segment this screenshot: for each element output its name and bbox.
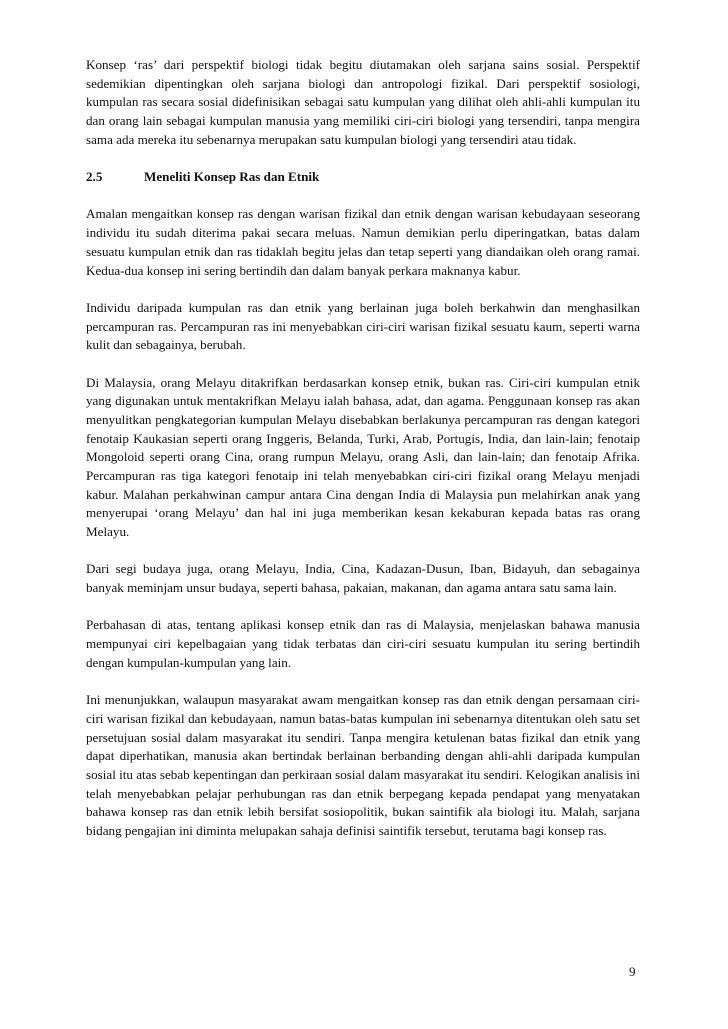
paragraph: Perbahasan di atas, tentang aplikasi konsep etnik dan ras di Malaysia, menjelaskan bahawa manusia mempunyai ciri kepelbagaian yang tidak terbatas dan ciri-ciri sesuatu kumpulan itu sering bertindih dengan kumpulan-kumpulan yang lain. xyxy=(86,617,640,670)
page-number: 9 xyxy=(629,964,636,979)
paragraph-intro: Konsep ‘ras’ dari perspektif biologi tidak begitu diutamakan oleh sarjana sains sosial. Perspektif sedemikian dipentingkan oleh sarjana biologi dan antropologi fizikal. Dari perspektif sosiologi, kumpulan ras secara sosial didefinisikan sebagai satu kumpulan yang dilihat oleh ahli-ahli kumpulan itu dan orang lain sebagai kumpulan manusia yang memiliki ciri-ciri biologi yang tersendiri, tanpa mengira sama ada mereka itu sebenarnya merupakan satu kumpulan biologi yang tersendiri atau tidak. xyxy=(86,57,640,147)
paragraph: Amalan mengaitkan konsep ras dengan warisan fizikal dan etnik dengan warisan kebudayaan seseorang individu itu sudah diterima pakai secara meluas. Namun demikian perlu diperingatkan, batas dalam sesuatu kumpulan etnik dan ras tidaklah begitu jelas dan tetap seperti yang diandaikan oleh orang ramai. Kedua-dua konsep ini sering bertindih dan dalam banyak perkara maknanya kabur. xyxy=(86,206,640,278)
section-number: 2.5 xyxy=(86,169,103,185)
paragraph: Individu daripada kumpulan ras dan etnik yang berlainan juga boleh berkahwin dan menghasilkan percampuran ras. Percampuran ras ini menyebabkan ciri-ciri warisan fizikal sesuatu kaum, seperti warna kulit dan sebagainya, berubah. xyxy=(86,299,640,353)
paragraph: Dari segi budaya juga, orang Melayu, India, Cina, Kadazan-Dusun, Iban, Bidayuh, dan sebagainya banyak meminjam unsur budaya, seperti bahasa, pakaian, makanan, dan agama antara satu sama lain. xyxy=(86,561,640,596)
page-content xyxy=(86,56,640,859)
paragraph: Di Malaysia, orang Melayu ditakrifkan berdasarkan konsep etnik, bukan ras. Ciri-ciri kumpulan etnik yang digunakan untuk mentakrifkan Melayu ialah bahasa, adat, dan agama. Penggunaan konsep ras akan menyulitkan pengkategorian kumpulan Melayu disebabkan berlakunya percampuran ras dengan kategori fenotaip Kaukasian seperti orang Inggeris, Belanda, Turki, Arab, Portugis, India, dan lain-lain; fenotaip Mongoloid seperti orang Cina, orang rumpun Melayu, orang Asli, dan lain-lain; dan fenotaip Afrika. Percampuran ras tiga kategori fenotaip ini telah menyebabkan ciri-ciri fizikal orang Melayu menjadi kabur. Malahan perkahwinan campur antara Cina dengan India di Malaysia pun melahirkan anak yang menyerupai ‘orang Melayu’ dan hal ini juga memberikan kesan kekaburan kepada batas ras orang Melayu. xyxy=(86,374,640,540)
paragraph: Ini menunjukkan, walaupun masyarakat awam mengaitkan konsep ras dan etnik dengan persamaan ciri-ciri warisan fizikal dan kebudayaan, namun batas-batas kumpulan ini sebenarnya ditentukan oleh satu set persetujuan sosial dalam masyarakat itu sendiri. Tanpa mengira ketulenan batas fizikal dan etnik yang dapat diperhatikan, manusia akan bertindak berlainan berbanding dengan ahli-ahli daripada kumpulan sosial itu atas sebab kepentingan dan perkiraan sosial dalam masyarakat itu sendiri. Kelogikan analisis ini telah menyebabkan pelajar perhubungan ras dan etnik berpegang kepada pendapat yang menyatakan bahawa konsep ras dan etnik lebih bersifat sosiopolitik, bukan saintifik ala biologi itu. Malah, sarjana bidang pengajian ini diminta melupakan sahaja definisi saintifik tersebut, terutama bagi konsep ras. xyxy=(86,692,640,839)
section-heading xyxy=(86,168,640,187)
section-title: Meneliti Konsep Ras dan Etnik xyxy=(144,169,320,185)
